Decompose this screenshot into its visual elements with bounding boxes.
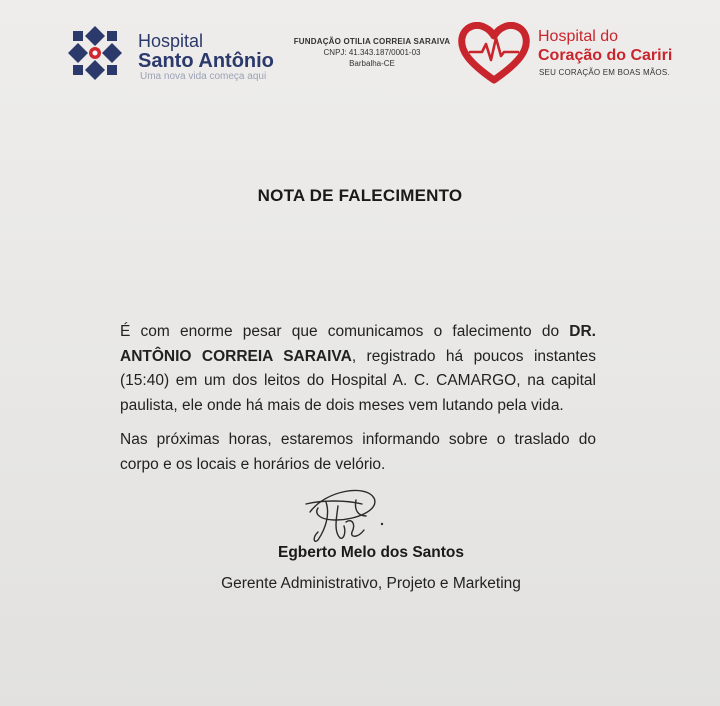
notice-body bbox=[120, 320, 596, 477]
document-title: NOTA DE FALECIMENTO bbox=[257, 186, 463, 205]
hcc-name-line2: Coração do Cariri bbox=[538, 47, 673, 64]
heart-ecg-icon bbox=[458, 22, 530, 84]
signature-mark bbox=[296, 480, 396, 550]
notice-paragraph-2: Nas próximas horas, estaremos informando sobre o traslado do corpo e os locais e horários de velório. bbox=[120, 431, 596, 473]
foundation-city: Barbalha-CE bbox=[349, 59, 395, 68]
signer-name: Egberto Melo dos Santos bbox=[277, 544, 464, 561]
hcc-tagline: SEU CORAÇÃO EM BOAS MÃOS. bbox=[539, 68, 670, 77]
deceased-name: DR. ANTÔNIO CORREIA SARAIVA bbox=[120, 323, 596, 365]
hcc-name-line1: Hospital do bbox=[538, 28, 619, 45]
hsa-tagline: Uma nova vida começa aqui bbox=[140, 71, 267, 82]
hospital-coracao-cariri-logo bbox=[458, 18, 708, 88]
foundation-cnpj: CNPJ: 41.343.187/0001-03 bbox=[323, 48, 421, 57]
hsa-name-line1: Hospital bbox=[138, 31, 204, 51]
signer-role: Gerente Administrativo, Projeto e Marketing bbox=[221, 575, 521, 592]
foundation-name: FUNDAÇÃO OTILIA CORREIA SARAIVA bbox=[293, 37, 451, 46]
notice-paragraph-1 bbox=[120, 320, 596, 418]
paragraph1-lead: É com enorme pesar que comunicamos o falecimento do bbox=[120, 323, 570, 340]
hsa-name-line2: Santo Antônio bbox=[138, 50, 274, 72]
hospital-santo-antonio-logo bbox=[64, 20, 294, 84]
foundation-info bbox=[282, 36, 462, 69]
cross-logo-icon bbox=[64, 22, 126, 84]
paragraph1-rest: , registrado há poucos instantes (15:40) em um dos leitos do Hospital A. C. CAMARGO, na capital paulista, ele onde há mais de dois meses vem lutando pela vida. bbox=[120, 347, 597, 414]
